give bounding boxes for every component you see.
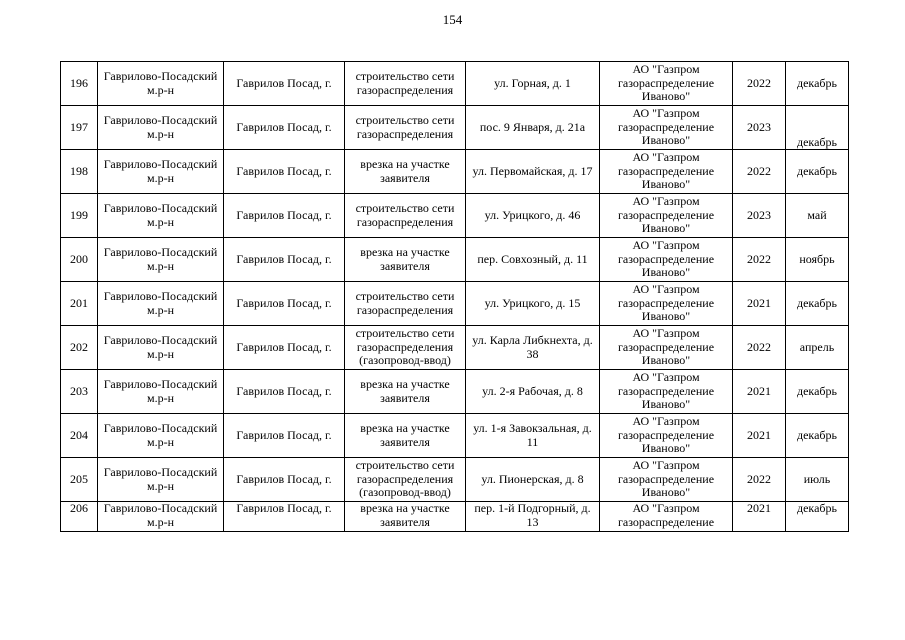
table-row: [61, 238, 849, 282]
organization-line: Иваново": [641, 133, 691, 148]
district-cell: Гаврилово-Посадский м.р-н: [98, 458, 224, 502]
table-row: [61, 414, 849, 458]
year-cell: 2023: [733, 106, 786, 150]
month-cell: декабрь: [786, 106, 849, 150]
row-number-cell: 197: [61, 106, 98, 150]
table-row: [61, 370, 849, 414]
address-cell: ул. Карла Либкнехта, д. 38: [466, 326, 600, 370]
town-cell: Гаврилов Посад, г.: [224, 238, 345, 282]
row-number-cell: 198: [61, 150, 98, 194]
organization-line: АО "Газпром: [632, 106, 700, 121]
town-cell: Гаврилов Посад, г.: [224, 106, 345, 150]
address-cell: ул. 2-я Рабочая, д. 8: [466, 370, 600, 414]
work-type-cell: строительство сети газораспределения: [345, 106, 466, 150]
organization-line: Иваново": [641, 265, 691, 280]
table-row: [61, 326, 849, 370]
row-number-cell: 196: [61, 62, 98, 106]
row-number-cell: 199: [61, 194, 98, 238]
organization-cell: [600, 106, 733, 150]
organization-line: газораспределение: [617, 295, 715, 310]
month-cell: ноябрь: [786, 238, 849, 282]
district-cell: Гаврилово-Посадский м.р-н: [98, 370, 224, 414]
district-cell: Гаврилово-Посадский м.р-н: [98, 414, 224, 458]
address-cell: ул. 1-я Завокзальная, д. 11: [466, 414, 600, 458]
row-number-cell: 205: [61, 458, 98, 502]
organization-cell: [600, 282, 733, 326]
organization-cell: [600, 370, 733, 414]
month-cell: декабрь: [786, 62, 849, 106]
address-cell: пос. 9 Января, д. 21а: [466, 106, 600, 150]
district-cell: Гаврилово-Посадский м.р-н: [98, 502, 224, 532]
work-type-cell: врезка на участке заявителя: [345, 150, 466, 194]
work-type-cell: строительство сети газораспределения: [345, 282, 466, 326]
work-type-cell: строительство сети газораспределения (газопровод-ввод): [345, 458, 466, 502]
month-cell: декабрь: [786, 282, 849, 326]
row-number-cell: 204: [61, 414, 98, 458]
work-type-cell: врезка на участке заявителя: [345, 238, 466, 282]
organization-line: газораспределение: [617, 514, 715, 529]
month-cell: декабрь: [786, 150, 849, 194]
work-type-cell: строительство сети газораспределения: [345, 62, 466, 106]
organization-line: газораспределение: [617, 119, 715, 134]
organization-line: Иваново": [641, 221, 691, 236]
organization-cell: [600, 194, 733, 238]
organization-line: газораспределение: [617, 75, 715, 90]
table-row: [61, 150, 849, 194]
table-row: [61, 282, 849, 326]
row-number-cell: 200: [61, 238, 98, 282]
organization-cell: [600, 62, 733, 106]
work-type-cell: врезка на участке заявителя: [345, 502, 466, 532]
year-cell: 2023: [733, 194, 786, 238]
town-cell: Гаврилов Посад, г.: [224, 370, 345, 414]
year-cell: 2021: [733, 370, 786, 414]
town-cell: Гаврилов Посад, г.: [224, 326, 345, 370]
work-type-cell: строительство сети газораспределения (газопровод-ввод): [345, 326, 466, 370]
year-cell: 2022: [733, 62, 786, 106]
organization-line: АО "Газпром: [632, 62, 700, 77]
row-number-cell: 202: [61, 326, 98, 370]
row-number-cell: 206: [61, 502, 98, 532]
organization-line: АО "Газпром: [632, 414, 700, 429]
district-cell: Гаврилово-Посадский м.р-н: [98, 150, 224, 194]
year-cell: 2022: [733, 150, 786, 194]
organization-line: АО "Газпром: [632, 458, 700, 473]
organization-line: газораспределение: [617, 427, 715, 442]
month-cell: июль: [786, 458, 849, 502]
table-row: [61, 502, 849, 532]
table-row: [61, 458, 849, 502]
organization-line: Иваново": [641, 441, 691, 456]
organization-line: АО "Газпром: [632, 370, 700, 385]
organization-line: АО "Газпром: [632, 194, 700, 209]
organization-line: Иваново": [641, 177, 691, 192]
organization-line: газораспределение: [617, 383, 715, 398]
town-cell: Гаврилов Посад, г.: [224, 194, 345, 238]
organization-cell: [600, 502, 733, 532]
year-cell: 2021: [733, 282, 786, 326]
district-cell: Гаврилово-Посадский м.р-н: [98, 282, 224, 326]
year-cell: 2022: [733, 238, 786, 282]
organization-line: газораспределение: [617, 471, 715, 486]
district-cell: Гаврилово-Посадский м.р-н: [98, 326, 224, 370]
organization-line: Иваново": [641, 89, 691, 104]
organization-line: газораспределение: [617, 251, 715, 266]
work-type-cell: врезка на участке заявителя: [345, 414, 466, 458]
row-number-cell: 203: [61, 370, 98, 414]
town-cell: Гаврилов Посад, г.: [224, 62, 345, 106]
objects-table: [60, 61, 849, 532]
town-cell: Гаврилов Посад, г.: [224, 458, 345, 502]
table-row: [61, 106, 849, 150]
address-cell: ул. Первомайская, д. 17: [466, 150, 600, 194]
organization-line: АО "Газпром: [632, 238, 700, 253]
town-cell: Гаврилов Посад, г.: [224, 282, 345, 326]
organization-cell: [600, 238, 733, 282]
year-cell: 2021: [733, 502, 786, 532]
work-type-cell: строительство сети газораспределения: [345, 194, 466, 238]
town-cell: Гаврилов Посад, г.: [224, 150, 345, 194]
month-cell: декабрь: [786, 414, 849, 458]
address-cell: пер. Совхозный, д. 11: [466, 238, 600, 282]
month-cell: апрель: [786, 326, 849, 370]
organization-line: газораспределение: [617, 163, 715, 178]
work-type-cell: врезка на участке заявителя: [345, 370, 466, 414]
organization-line: АО "Газпром: [632, 150, 700, 165]
row-number-cell: 201: [61, 282, 98, 326]
organization-line: Иваново": [641, 353, 691, 368]
organization-line: газораспределение: [617, 339, 715, 354]
month-cell: май: [786, 194, 849, 238]
year-cell: 2021: [733, 414, 786, 458]
address-cell: пер. 1-й Подгорный, д. 13: [466, 502, 600, 532]
organization-line: АО "Газпром: [632, 282, 700, 297]
organization-line: газораспределение: [617, 207, 715, 222]
district-cell: Гаврилово-Посадский м.р-н: [98, 194, 224, 238]
address-cell: ул. Урицкого, д. 46: [466, 194, 600, 238]
table-row: [61, 62, 849, 106]
year-cell: 2022: [733, 458, 786, 502]
organization-cell: [600, 414, 733, 458]
address-cell: ул. Горная, д. 1: [466, 62, 600, 106]
town-cell: Гаврилов Посад, г.: [224, 502, 345, 532]
address-cell: ул. Урицкого, д. 15: [466, 282, 600, 326]
organization-line: АО "Газпром: [632, 501, 700, 515]
organization-cell: [600, 458, 733, 502]
table-row: [61, 194, 849, 238]
table-body: [61, 62, 849, 532]
year-cell: 2022: [733, 326, 786, 370]
district-cell: Гаврилово-Посадский м.р-н: [98, 106, 224, 150]
organization-line: АО "Газпром: [632, 326, 700, 341]
organization-line: Иваново": [641, 309, 691, 324]
organization-line: Иваново": [641, 485, 691, 500]
address-cell: ул. Пионерская, д. 8: [466, 458, 600, 502]
page-number: 154: [442, 12, 463, 27]
town-cell: Гаврилов Посад, г.: [224, 414, 345, 458]
month-cell: декабрь: [786, 370, 849, 414]
district-cell: Гаврилово-Посадский м.р-н: [98, 62, 224, 106]
month-cell: декабрь: [786, 502, 849, 532]
organization-line: Иваново": [641, 397, 691, 412]
district-cell: Гаврилово-Посадский м.р-н: [98, 238, 224, 282]
organization-cell: [600, 150, 733, 194]
organization-cell: [600, 326, 733, 370]
